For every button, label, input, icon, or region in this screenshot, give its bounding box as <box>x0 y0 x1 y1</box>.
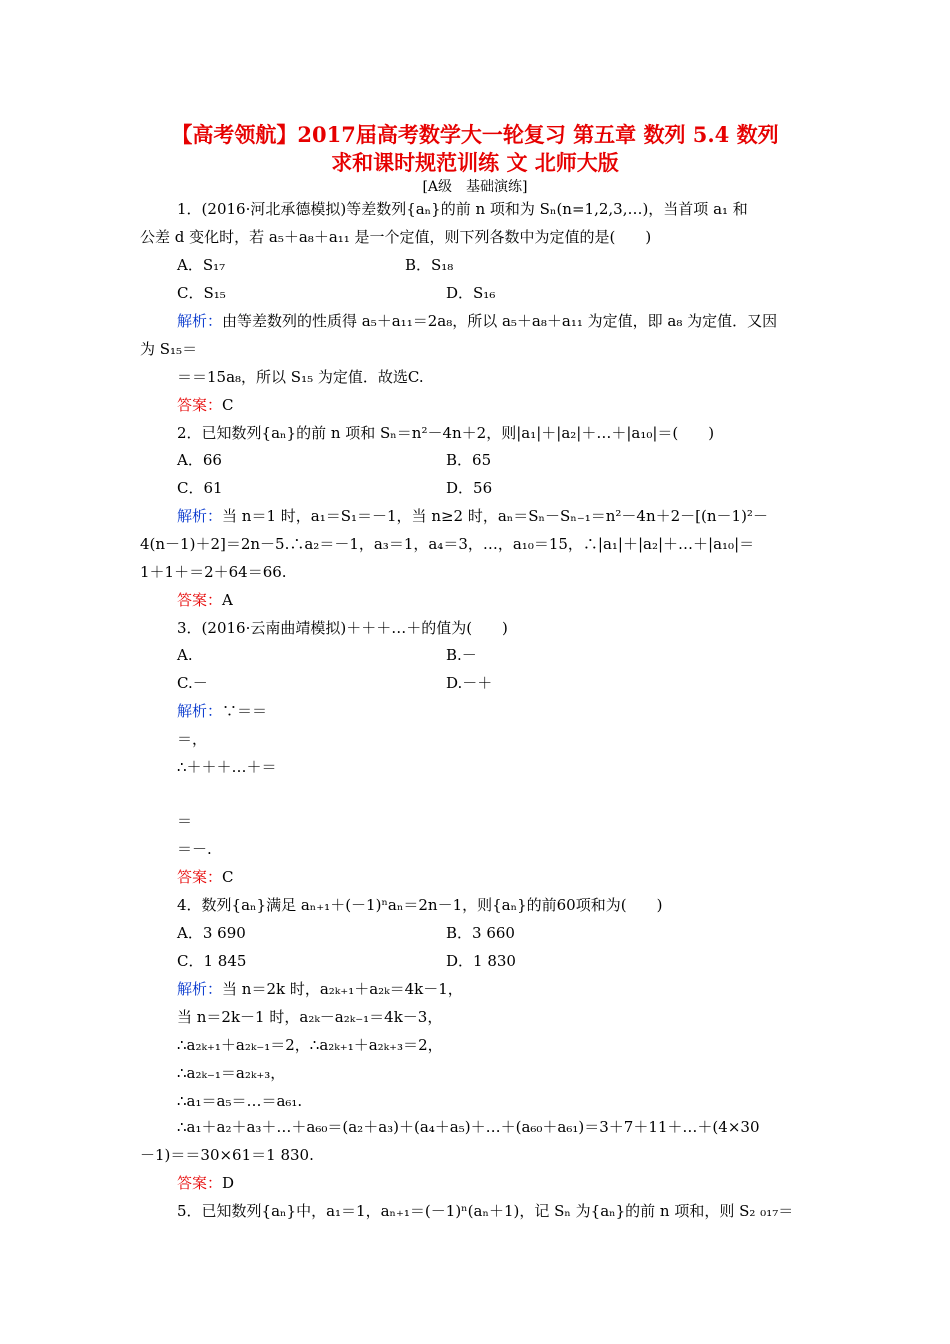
q4-solution-line-5: ∴a₁＝a₅＝…＝a₆₁. <box>177 1092 303 1110</box>
q3-option-c: C.－ <box>177 674 208 692</box>
q4-solution-line-6: ∴a₁＋a₂＋a₃＋…＋a₆₀＝(a₂＋a₃)＋(a₄＋a₅)＋…＋(a₆₀＋a₆₁)＝3＋7＋11＋…＋(4×30 <box>177 1118 760 1136</box>
q1-answer: 答案：C <box>177 396 234 414</box>
q1-stem-line-1: 1．(2016·河北承德模拟)等差数列{aₙ}的前 n 项和为 Sₙ(n=1,2,3,…)，当首项 a₁ 和 <box>177 200 748 218</box>
q1-stem-line-2: 公差 d 变化时，若 a₅＋a₈＋a₁₁ 是一个定值，则下列各数中为定值的是( ) <box>140 228 652 246</box>
q3-solution-line-2: ＝， <box>177 730 208 748</box>
q1-option-b: B．S₁₈ <box>405 256 454 274</box>
q4-stem: 4．数列{aₙ}满足 aₙ₊₁＋(－1)ⁿaₙ＝2n－1，则{aₙ}的前60项和为( ) <box>177 896 663 914</box>
q4-solution-line-2: 当 n＝2k－1 时，a₂ₖ－a₂ₖ₋₁＝4k－3， <box>177 1008 443 1026</box>
q3-stem: 3．(2016·云南曲靖模拟)＋＋＋…＋的值为( ) <box>177 619 508 637</box>
q2-stem: 2．已知数列{aₙ}的前 n 项和 Sₙ＝n²－4n＋2，则|a₁|＋|a₂|＋…＋|a₁₀|＝( ) <box>177 424 715 442</box>
q2-solution-line-3: 1＋1＋＝2＋64＝66. <box>140 563 287 581</box>
answer-label: 答案： <box>177 868 223 886</box>
q3-option-a: A. <box>177 646 193 664</box>
q4-option-a: A．3 690 <box>177 924 246 942</box>
q1-option-a: A．S₁₇ <box>177 256 226 274</box>
page-title-line-2: 求和课时规范训练 文 北师大版 <box>331 150 619 175</box>
answer-label: 答案： <box>177 396 223 414</box>
q4-option-c: C．1 845 <box>177 952 247 970</box>
solution-label: 解析： <box>177 507 223 525</box>
q5-stem: 5．已知数列{aₙ}中，a₁＝1，aₙ₊₁＝(－1)ⁿ(aₙ＋1)，记 Sₙ 为{aₙ}的前 n 项和，则 S₂ ₀₁₇＝ <box>177 1202 794 1220</box>
solution-label: 解析： <box>177 312 223 330</box>
q2-option-a: A．66 <box>177 451 222 469</box>
q3-solution-line-5: ＝－. <box>177 840 212 858</box>
q4-solution-line-3: ∴a₂ₖ₊₁＋a₂ₖ₋₁＝2，∴a₂ₖ₊₁＋a₂ₖ₊₃＝2， <box>177 1036 443 1054</box>
solution-label: 解析： <box>177 702 223 720</box>
q3-solution-line-3: ∴＋＋＋…＋＝ <box>177 758 277 776</box>
page-title-line-1: 【高考领航】2017届高考数学大一轮复习 第五章 数列 5.4 数列 <box>171 122 779 147</box>
q3-answer: 答案：C <box>177 868 234 886</box>
q3-option-b: B.－ <box>446 646 477 664</box>
level-heading: [A级 基础演练] <box>422 179 528 195</box>
q1-solution-line-3: ＝＝15a₈，所以 S₁₅ 为定值．故选C. <box>177 368 424 386</box>
q3-option-d: D.－＋ <box>446 674 493 692</box>
q3-solution-line-1: 解析：∵＝＝ <box>177 702 268 720</box>
q1-solution-line-2: 为 S₁₅＝ <box>140 340 198 358</box>
q4-solution-line-7: －1)＝＝30×61＝1 830. <box>140 1146 314 1164</box>
q2-answer: 答案：A <box>177 591 233 609</box>
q1-option-d: D．S₁₆ <box>446 284 496 302</box>
q4-option-d: D．1 830 <box>446 952 516 970</box>
q3-solution-line-4: ＝ <box>177 812 193 830</box>
q2-option-b: B．65 <box>446 451 492 469</box>
solution-label: 解析： <box>177 980 223 998</box>
q1-solution-line-1: 解析：由等差数列的性质得 a₅＋a₁₁＝2a₈，所以 a₅＋a₈＋a₁₁ 为定值，即 a₈ 为定值．又因 <box>177 312 778 330</box>
answer-label: 答案： <box>177 1174 223 1192</box>
q4-option-b: B．3 660 <box>446 924 515 942</box>
q1-option-c: C．S₁₅ <box>177 284 226 302</box>
q4-answer: 答案：D <box>177 1174 235 1192</box>
q2-option-c: C．61 <box>177 479 223 497</box>
answer-label: 答案： <box>177 591 223 609</box>
q2-solution-line-1: 解析：当 n＝1 时，a₁＝S₁＝－1，当 n≥2 时，aₙ＝Sₙ－Sₙ₋₁＝n²－4n＋2－[(n－1)²－ <box>177 507 768 525</box>
q4-solution-line-1: 解析：当 n＝2k 时，a₂ₖ₊₁＋a₂ₖ＝4k－1， <box>177 980 463 998</box>
q4-solution-line-4: ∴a₂ₖ₋₁＝a₂ₖ₊₃， <box>177 1064 286 1082</box>
q2-option-d: D．56 <box>446 479 493 497</box>
q2-solution-line-2: 4(n－1)＋2]＝2n－5.∴a₂＝－1，a₃＝1，a₄＝3，…，a₁₀＝15，∴|a₁|＋|a₂|＋…＋|a₁₀|＝ <box>140 535 755 553</box>
